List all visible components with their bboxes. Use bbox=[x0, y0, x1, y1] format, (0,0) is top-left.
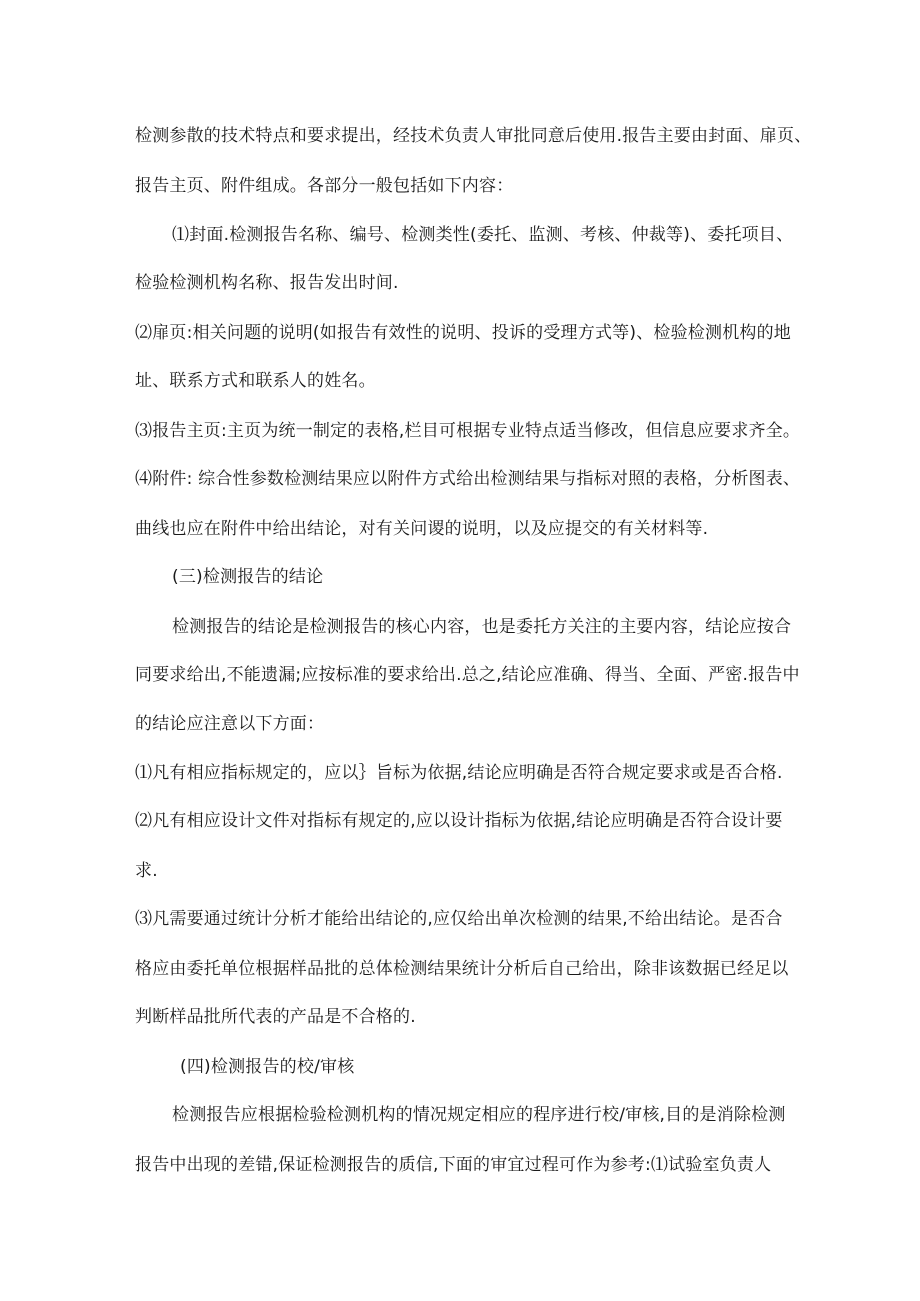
text-line: 检测报告应根据检验检测机构的情况规定相应的程序进行校/审核,目的是消除检测 bbox=[172, 1105, 786, 1125]
text-line: 检验检测机构名称、报告发出时间. bbox=[135, 273, 399, 293]
text-line: ⑶报告主页:主页为统一制定的表格,栏目可根据专业特点适当修改，但信息应要求齐全。 bbox=[135, 421, 801, 441]
text-line: ⑴封面.检测报告名称、编号、检测类性(委托、监测、考核、仲裁等)、委托项目、 bbox=[172, 225, 794, 245]
section-heading: (四)检测报告的校/审核 bbox=[180, 1057, 355, 1077]
text-line: 求. bbox=[135, 861, 158, 881]
text-line: 报告中出现的差错,保证检测报告的质信,下面的审宜过程可作为参考:⑴试验室负责人 bbox=[135, 1155, 772, 1175]
text-line: 同要求给出,不能遗漏;应按标准的要求给出.总之,结论应准确、得当、全面、严密.报告中 bbox=[135, 665, 800, 685]
text-line: 曲线也应在附件中给出结论，对有关问谡的说明，以及应提交的有关材料等. bbox=[135, 519, 709, 539]
text-line: ⑵凡有相应设计文件对指标有规定的,应以设计指标为依据,结论应明确是否符合设计要 bbox=[135, 811, 783, 831]
text-line: 报告主页、附件组成。各部分一般包括如下内容： bbox=[135, 176, 514, 196]
text-line: ⑶凡需要通过统计分析才能给出结论的,应仅给出单次检测的结果,不给出结论。是否合 bbox=[135, 909, 783, 929]
text-line: ⑷附件: 综合性参数检测结果应以附件方式给出检测结果与指标对照的表格，分析图表、 bbox=[135, 469, 801, 489]
text-line: 址、联系方式和联系人的姓名。 bbox=[135, 371, 376, 391]
text-line: 检测参散的技术特点和要求提出，经技术负责人审批同意后使用.报告主要由封面、扉页、 bbox=[135, 126, 812, 146]
text-line: 检测报告的结论是检测报告的核心内容，也是委托方关注的主要内容，结论应按合 bbox=[172, 617, 792, 637]
text-line: ⑵扉页:相关问题的说明(如报告有效性的说明、投诉的受理方式等)、检验检测机构的地 bbox=[135, 323, 791, 343]
text-line: 的结论应注意以下方面： bbox=[135, 714, 325, 734]
text-line: ⑴凡有相应指标规定的，应以｝旨标为依据,结论应明确是否符合规定要求或是否合格. bbox=[135, 763, 783, 783]
section-heading: (三)检测报告的结论 bbox=[172, 567, 324, 587]
text-line: 格应由委托单位根据样品批的总体检测结果统计分析后自己给出，除非该数据已经足以 bbox=[135, 959, 789, 979]
text-line: 判断样品批所代表的产品是不合格的. bbox=[135, 1007, 416, 1027]
